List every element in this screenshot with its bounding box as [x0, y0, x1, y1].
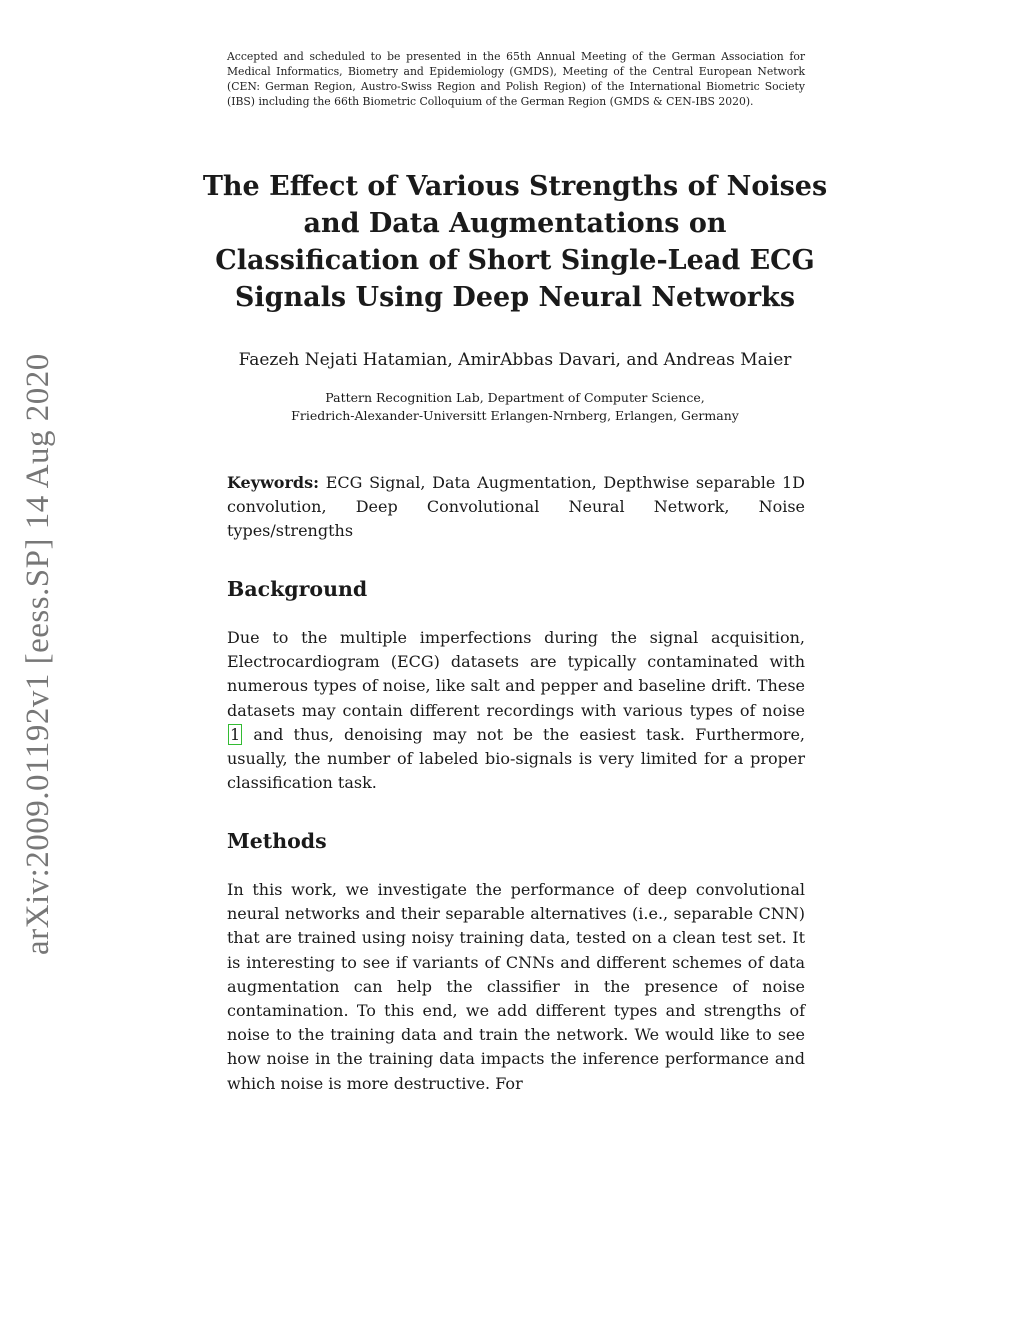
- keywords-label: Keywords:: [227, 473, 320, 492]
- citation-link[interactable]: 1: [230, 724, 241, 744]
- background-paragraph: [227, 626, 805, 795]
- affiliation-line-2: Friedrich-Alexander-Universitt Erlangen-Nrnberg, Erlangen, Germany: [291, 408, 739, 423]
- background-text-part-1: Due to the multiple imperfections during the signal acquisition, Electrocardiogram (ECG) datasets are typically contaminated with numerous types of noise, like salt and pepper and baseline drift. These datasets may contain different recordings with various types of noise: [227, 628, 805, 720]
- methods-paragraph: In this work, we investigate the performance of deep convolutional neural networks and their separable alternatives (i.e., separable CNN) that are trained using noisy training data, tested on a clean test set. It is interesting to see if variants of CNNs and different schemes of data augmentation can help the classifier in the presence of noise contamination. To this end, we add different types and strengths of noise to the training data and train the network. We would like to see how noise in the training data impacts the inference performance and which noise is more destructive. For: [227, 880, 805, 1093]
- paper-title: The Effect of Various Strengths of Noises and Data Augmentations on Classification of Short Single-Lead ECG Signals Using Deep Neural Networks: [202, 171, 828, 313]
- background-heading: Background: [227, 577, 368, 601]
- keywords-text: ECG Signal, Data Augmentation, Depthwise separable 1D convolution, Deep Convolutional Neural Network, Noise types/strengths: [227, 473, 805, 541]
- methods-heading: Methods: [227, 829, 327, 853]
- arxiv-identifier-stamp: arXiv:2009.01192v1 [eess.SP] 14 Aug 2020: [20, 353, 56, 955]
- conference-note: Accepted and scheduled to be presented in the 65th Annual Meeting of the German Association for Medical Informatics, Biometry and Epidemiology (GMDS), Meeting of the Central European Network (CEN: German Region, Austro-Swiss Region and Polish Region) of the International Biometric Society (IBS) including the 66th Biometric Colloquium of the German Region (GMDS & CEN-IBS 2020).: [227, 50, 805, 108]
- affiliation-line-1: Pattern Recognition Lab, Department of Computer Science,: [325, 390, 705, 405]
- background-text-part-2: and thus, denoising may not be the easiest task. Furthermore, usually, the number of labeled bio-signals is very limited for a proper classification task.: [227, 724, 805, 793]
- keywords-paragraph: [227, 471, 805, 544]
- affiliation: [200, 389, 830, 425]
- author-list: Faezeh Nejati Hatamian, AmirAbbas Davari, and Andreas Maier: [238, 350, 792, 370]
